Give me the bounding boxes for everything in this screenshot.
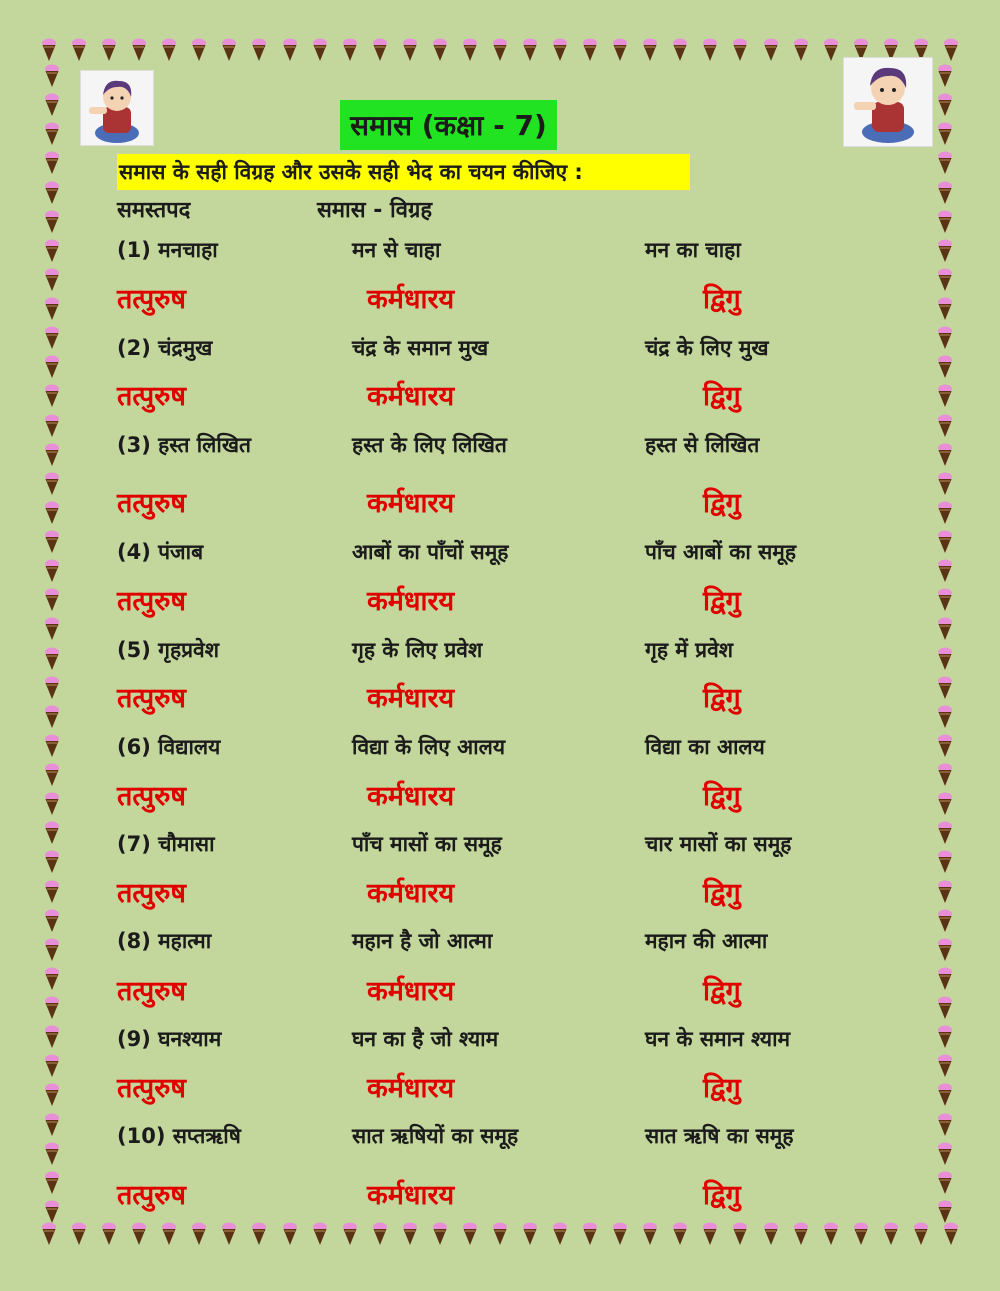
- ice-cream-cone-icon: [341, 1222, 359, 1246]
- ice-cream-cone-icon: [43, 880, 61, 904]
- ice-cream-cone-icon: [70, 1222, 88, 1246]
- type-option-tatpurush[interactable]: तत्पुरुष: [117, 488, 186, 519]
- ice-cream-cone-icon: [43, 559, 61, 583]
- ice-cream-cone-icon: [491, 1222, 509, 1246]
- breakdown-option[interactable]: सात ऋषियों का समूह: [352, 1124, 519, 1148]
- ice-cream-cone-icon: [401, 1222, 419, 1246]
- ice-cream-cone-icon: [936, 617, 954, 641]
- ice-cream-cone-icon: [936, 1054, 954, 1078]
- ice-cream-cone-icon: [581, 38, 599, 62]
- ice-cream-cone-icon: [43, 647, 61, 671]
- ice-cream-cone-icon: [160, 1222, 178, 1246]
- ice-cream-cone-icon: [43, 705, 61, 729]
- ice-cream-cone-icon: [43, 210, 61, 234]
- ice-cream-cone-icon: [792, 1222, 810, 1246]
- ice-cream-cone-icon: [936, 530, 954, 554]
- ice-cream-cone-icon: [641, 38, 659, 62]
- ice-cream-cone-icon: [43, 181, 61, 205]
- ice-cream-cone-icon: [731, 38, 749, 62]
- ice-cream-cone-icon: [220, 38, 238, 62]
- ice-cream-cone-icon: [936, 64, 954, 88]
- type-option-dvigu[interactable]: द्विगु: [703, 781, 741, 812]
- ice-cream-cone-icon: [611, 38, 629, 62]
- ice-cream-cone-icon: [936, 588, 954, 612]
- ice-cream-cone-icon: [882, 1222, 900, 1246]
- type-option-karmadharay[interactable]: कर्मधारय: [367, 488, 455, 519]
- ice-cream-cone-icon: [43, 588, 61, 612]
- boy-avatar-icon: [81, 71, 153, 145]
- ice-cream-cone-icon: [912, 1222, 930, 1246]
- question-compound: (5) गृहप्रवेश: [117, 638, 219, 662]
- ice-cream-cone-icon: [936, 443, 954, 467]
- question-compound: (9) घनश्याम: [117, 1027, 222, 1051]
- ice-cream-cone-icon: [371, 38, 389, 62]
- ice-cream-cone-icon: [431, 1222, 449, 1246]
- type-option-dvigu[interactable]: द्विगु: [703, 683, 741, 714]
- ice-cream-cone-icon: [936, 181, 954, 205]
- ice-cream-cone-icon: [551, 38, 569, 62]
- type-option-karmadharay[interactable]: कर्मधारय: [367, 878, 455, 909]
- breakdown-option[interactable]: मन का चाहा: [645, 238, 741, 262]
- type-option-dvigu[interactable]: द्विगु: [703, 1180, 741, 1211]
- ice-cream-cone-icon: [43, 93, 61, 117]
- ice-cream-cone-icon: [936, 1025, 954, 1049]
- ice-cream-cone-icon: [40, 1222, 58, 1246]
- ice-cream-cone-icon: [936, 763, 954, 787]
- ice-cream-cone-icon: [792, 38, 810, 62]
- ice-cream-cone-icon: [43, 268, 61, 292]
- header-compound: समस्तपद: [117, 198, 191, 223]
- question-compound: (10) सप्तऋषि: [117, 1124, 241, 1148]
- ice-cream-cone-icon: [461, 38, 479, 62]
- type-option-tatpurush[interactable]: तत्पुरुष: [117, 1180, 186, 1211]
- ice-cream-cone-icon: [936, 151, 954, 175]
- ice-cream-cone-icon: [43, 1083, 61, 1107]
- breakdown-option[interactable]: महान की आत्मा: [645, 929, 768, 953]
- type-option-karmadharay[interactable]: कर्मधारय: [367, 1180, 455, 1211]
- ice-cream-cone-icon: [936, 326, 954, 350]
- ice-cream-cone-icon: [250, 1222, 268, 1246]
- type-option-tatpurush[interactable]: तत्पुरुष: [117, 976, 186, 1007]
- ice-cream-cone-icon: [936, 268, 954, 292]
- ice-cream-cone-icon: [43, 501, 61, 525]
- ice-cream-cone-icon: [160, 38, 178, 62]
- ice-cream-cone-icon: [936, 909, 954, 933]
- ice-cream-cone-icon: [521, 1222, 539, 1246]
- ice-cream-cone-icon: [43, 151, 61, 175]
- ice-cream-cone-icon: [130, 38, 148, 62]
- ice-cream-cone-icon: [671, 1222, 689, 1246]
- ice-cream-cone-icon: [220, 1222, 238, 1246]
- breakdown-option[interactable]: गृह में प्रवेश: [645, 638, 734, 662]
- ice-cream-cone-icon: [936, 472, 954, 496]
- ice-cream-cone-icon: [43, 1113, 61, 1137]
- ice-cream-cone-icon: [341, 38, 359, 62]
- instruction: समास के सही विग्रह और उसके सही भेद का चयन कीजिए :: [117, 154, 690, 190]
- type-option-karmadharay[interactable]: कर्मधारय: [367, 781, 455, 812]
- ice-cream-cone-icon: [281, 1222, 299, 1246]
- type-option-dvigu[interactable]: द्विगु: [703, 381, 741, 412]
- breakdown-option[interactable]: हस्त के लिए लिखित: [352, 433, 507, 457]
- type-option-tatpurush[interactable]: तत्पुरुष: [117, 1073, 186, 1104]
- ice-cream-cone-icon: [936, 792, 954, 816]
- ice-cream-cone-icon: [936, 210, 954, 234]
- ice-cream-cone-icon: [461, 1222, 479, 1246]
- ice-cream-cone-icon: [936, 996, 954, 1020]
- ice-cream-cone-icon: [936, 1142, 954, 1166]
- question-compound: (6) विद्यालय: [117, 735, 221, 759]
- ice-cream-cone-icon: [43, 530, 61, 554]
- question-compound: (1) मनचाहा: [117, 238, 218, 262]
- type-option-karmadharay[interactable]: कर्मधारय: [367, 284, 455, 315]
- ice-cream-cone-icon: [942, 1222, 960, 1246]
- type-option-tatpurush[interactable]: तत्पुरुष: [117, 683, 186, 714]
- ice-cream-cone-icon: [100, 1222, 118, 1246]
- ice-cream-cone-icon: [671, 38, 689, 62]
- ice-cream-cone-icon: [311, 1222, 329, 1246]
- ice-cream-cone-icon: [936, 647, 954, 671]
- ice-cream-cone-icon: [43, 967, 61, 991]
- breakdown-option[interactable]: चंद्र के लिए मुख: [645, 336, 769, 360]
- boy-avatar-left: [80, 70, 154, 146]
- type-option-tatpurush[interactable]: तत्पुरुष: [117, 781, 186, 812]
- ice-cream-cone-icon: [936, 1083, 954, 1107]
- breakdown-option[interactable]: घन के समान श्याम: [645, 1027, 791, 1051]
- type-option-karmadharay[interactable]: कर्मधारय: [367, 381, 455, 412]
- ice-cream-cone-icon: [43, 850, 61, 874]
- breakdown-option[interactable]: गृह के लिए प्रवेश: [352, 638, 483, 662]
- breakdown-option[interactable]: विद्या के लिए आलय: [352, 735, 506, 759]
- ice-cream-cone-icon: [43, 909, 61, 933]
- question-compound: (3) हस्त लिखित: [117, 433, 251, 457]
- ice-cream-cone-icon: [936, 122, 954, 146]
- ice-cream-cone-icon: [43, 472, 61, 496]
- ice-cream-cone-icon: [43, 64, 61, 88]
- type-option-karmadharay[interactable]: कर्मधारय: [367, 976, 455, 1007]
- boy-avatar-right: [843, 57, 933, 147]
- ice-cream-cone-icon: [190, 1222, 208, 1246]
- ice-cream-cone-icon: [43, 734, 61, 758]
- ice-cream-cone-icon: [581, 1222, 599, 1246]
- ice-cream-cone-icon: [936, 821, 954, 845]
- breakdown-option[interactable]: चार मासों का समूह: [645, 832, 792, 856]
- type-option-tatpurush[interactable]: तत्पुरुष: [117, 586, 186, 617]
- ice-cream-cone-icon: [40, 38, 58, 62]
- ice-cream-cone-icon: [551, 1222, 569, 1246]
- ice-cream-cone-icon: [43, 1200, 61, 1224]
- type-option-dvigu[interactable]: द्विगु: [703, 976, 741, 1007]
- ice-cream-cone-icon: [43, 1054, 61, 1078]
- ice-cream-cone-icon: [43, 792, 61, 816]
- question-compound: (8) महात्मा: [117, 929, 212, 953]
- ice-cream-cone-icon: [43, 821, 61, 845]
- ice-cream-cone-icon: [43, 122, 61, 146]
- ice-cream-cone-icon: [936, 676, 954, 700]
- breakdown-option[interactable]: पाँच मासों का समूह: [352, 832, 502, 856]
- ice-cream-cone-icon: [100, 38, 118, 62]
- breakdown-option[interactable]: घन का है जो श्याम: [352, 1027, 499, 1051]
- ice-cream-cone-icon: [491, 38, 509, 62]
- ice-cream-cone-icon: [936, 93, 954, 117]
- ice-cream-cone-icon: [190, 38, 208, 62]
- border-right: [935, 64, 955, 1224]
- type-option-dvigu[interactable]: द्विगु: [703, 586, 741, 617]
- ice-cream-cone-icon: [281, 38, 299, 62]
- border-left: [42, 64, 62, 1224]
- type-option-tatpurush[interactable]: तत्पुरुष: [117, 381, 186, 412]
- ice-cream-cone-icon: [43, 763, 61, 787]
- type-option-dvigu[interactable]: द्विगु: [703, 878, 741, 909]
- ice-cream-cone-icon: [43, 414, 61, 438]
- border-bottom: [40, 1222, 960, 1248]
- ice-cream-cone-icon: [43, 996, 61, 1020]
- ice-cream-cone-icon: [936, 501, 954, 525]
- ice-cream-cone-icon: [130, 1222, 148, 1246]
- breakdown-option[interactable]: महान है जो आत्मा: [352, 929, 493, 953]
- ice-cream-cone-icon: [852, 1222, 870, 1246]
- type-option-dvigu[interactable]: द्विगु: [703, 284, 741, 315]
- question-compound: (4) पंजाब: [117, 540, 204, 564]
- ice-cream-cone-icon: [371, 1222, 389, 1246]
- type-option-karmadharay[interactable]: कर्मधारय: [367, 1073, 455, 1104]
- breakdown-option[interactable]: सात ऋषि का समूह: [645, 1124, 794, 1148]
- ice-cream-cone-icon: [936, 1113, 954, 1137]
- type-option-tatpurush[interactable]: तत्पुरुष: [117, 284, 186, 315]
- breakdown-option[interactable]: चंद्र के समान मुख: [352, 336, 489, 360]
- ice-cream-cone-icon: [431, 38, 449, 62]
- ice-cream-cone-icon: [701, 38, 719, 62]
- ice-cream-cone-icon: [70, 38, 88, 62]
- ice-cream-cone-icon: [936, 850, 954, 874]
- breakdown-option[interactable]: आबों का पाँचों समूह: [352, 540, 509, 564]
- ice-cream-cone-icon: [936, 414, 954, 438]
- ice-cream-cone-icon: [936, 705, 954, 729]
- ice-cream-cone-icon: [43, 326, 61, 350]
- type-option-dvigu[interactable]: द्विगु: [703, 1073, 741, 1104]
- ice-cream-cone-icon: [942, 38, 960, 62]
- ice-cream-cone-icon: [401, 38, 419, 62]
- ice-cream-cone-icon: [936, 559, 954, 583]
- ice-cream-cone-icon: [43, 938, 61, 962]
- ice-cream-cone-icon: [43, 676, 61, 700]
- ice-cream-cone-icon: [43, 1171, 61, 1195]
- ice-cream-cone-icon: [936, 297, 954, 321]
- ice-cream-cone-icon: [250, 38, 268, 62]
- breakdown-option[interactable]: पाँच आबों का समूह: [645, 540, 796, 564]
- ice-cream-cone-icon: [521, 38, 539, 62]
- ice-cream-cone-icon: [936, 967, 954, 991]
- question-compound: (7) चौमासा: [117, 832, 215, 856]
- question-compound: (2) चंद्रमुख: [117, 336, 213, 360]
- ice-cream-cone-icon: [611, 1222, 629, 1246]
- ice-cream-cone-icon: [936, 1200, 954, 1224]
- type-option-tatpurush[interactable]: तत्पुरुष: [117, 878, 186, 909]
- ice-cream-cone-icon: [43, 1025, 61, 1049]
- ice-cream-cone-icon: [43, 355, 61, 379]
- border-top: [40, 38, 960, 64]
- ice-cream-cone-icon: [936, 239, 954, 263]
- header-breakdown: समास - विग्रह: [317, 198, 433, 223]
- ice-cream-cone-icon: [43, 297, 61, 321]
- ice-cream-cone-icon: [936, 938, 954, 962]
- ice-cream-cone-icon: [43, 443, 61, 467]
- ice-cream-cone-icon: [43, 239, 61, 263]
- ice-cream-cone-icon: [936, 384, 954, 408]
- ice-cream-cone-icon: [43, 617, 61, 641]
- ice-cream-cone-icon: [311, 38, 329, 62]
- type-option-dvigu[interactable]: द्विगु: [703, 488, 741, 519]
- breakdown-option[interactable]: हस्त से लिखित: [645, 433, 760, 457]
- page-title: समास (कक्षा - 7): [340, 100, 557, 150]
- ice-cream-cone-icon: [762, 38, 780, 62]
- ice-cream-cone-icon: [43, 384, 61, 408]
- type-option-karmadharay[interactable]: कर्मधारय: [367, 683, 455, 714]
- ice-cream-cone-icon: [936, 880, 954, 904]
- boy-avatar-icon: [844, 58, 932, 146]
- ice-cream-cone-icon: [641, 1222, 659, 1246]
- breakdown-option[interactable]: मन से चाहा: [352, 238, 441, 262]
- ice-cream-cone-icon: [822, 38, 840, 62]
- breakdown-option[interactable]: विद्या का आलय: [645, 735, 765, 759]
- ice-cream-cone-icon: [43, 1142, 61, 1166]
- ice-cream-cone-icon: [936, 1171, 954, 1195]
- ice-cream-cone-icon: [701, 1222, 719, 1246]
- type-option-karmadharay[interactable]: कर्मधारय: [367, 586, 455, 617]
- ice-cream-cone-icon: [731, 1222, 749, 1246]
- ice-cream-cone-icon: [762, 1222, 780, 1246]
- ice-cream-cone-icon: [936, 734, 954, 758]
- ice-cream-cone-icon: [936, 355, 954, 379]
- ice-cream-cone-icon: [822, 1222, 840, 1246]
